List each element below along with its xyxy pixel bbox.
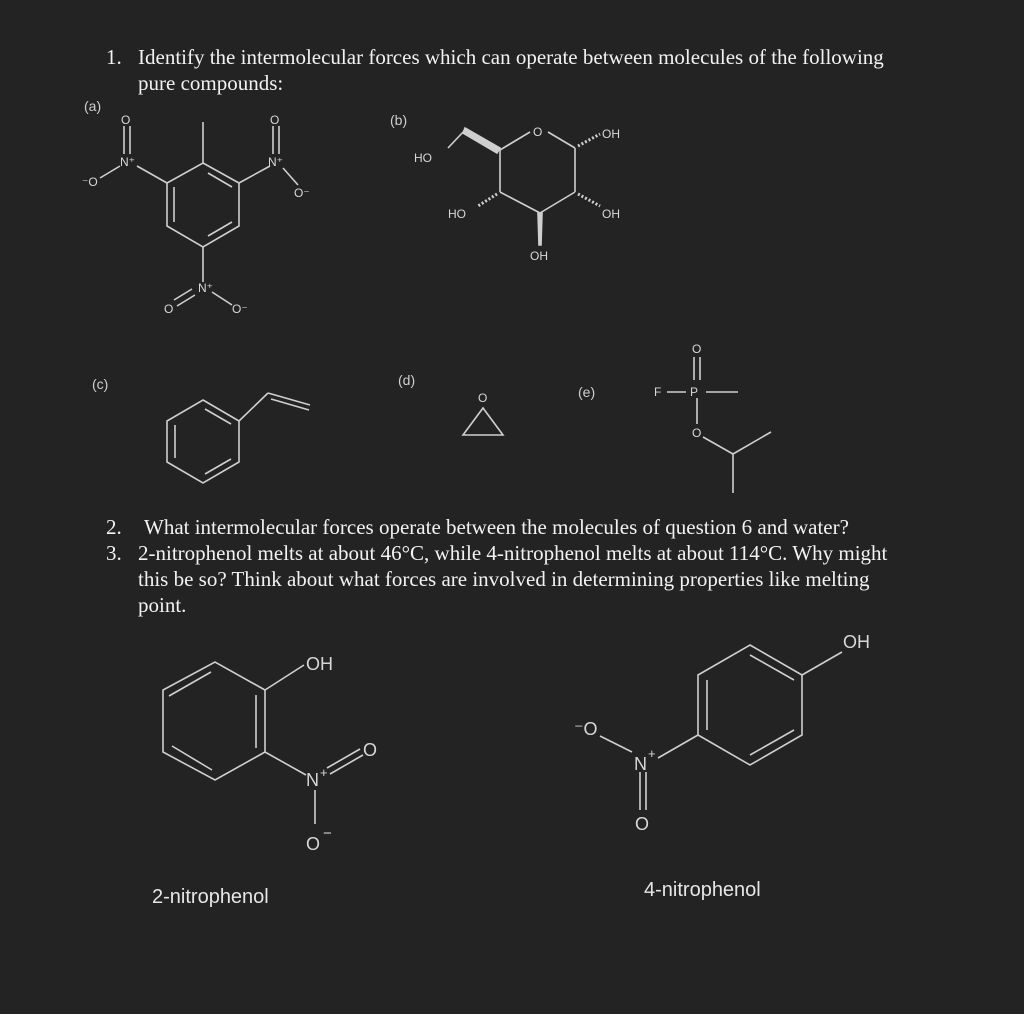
- atom-label: ⁻O: [574, 719, 598, 739]
- part-label-a: (a): [84, 98, 102, 114]
- atom-label: P: [690, 385, 699, 399]
- atom-label: ⁻O: [82, 175, 98, 189]
- question-3-line-3: point.: [138, 593, 187, 617]
- atom-label: O: [164, 302, 174, 316]
- part-label-b: (b): [390, 112, 408, 128]
- question-1-line-2: pure compounds:: [138, 71, 284, 95]
- atom-label: +: [648, 746, 656, 761]
- atom-label: +: [320, 765, 328, 780]
- part-label-c: (c): [92, 376, 109, 392]
- atom-label: OH: [602, 127, 620, 141]
- structure-a-trinitrotoluene: [82, 113, 310, 316]
- structure-b-sugar: [414, 125, 620, 263]
- atom-label: O: [478, 391, 488, 405]
- atom-label: HO: [448, 207, 466, 221]
- question-2: [106, 514, 986, 540]
- question-1-number: 1.: [106, 45, 122, 69]
- part-label-d: (d): [398, 372, 416, 388]
- question-3: [106, 540, 986, 620]
- atom-label: HO: [414, 151, 432, 165]
- atom-label: O: [692, 426, 702, 440]
- structure-4-nitrophenol: [574, 632, 870, 834]
- part-label-e: (e): [578, 384, 596, 400]
- question-2-number: 2.: [106, 515, 122, 539]
- question-3-number: 3.: [106, 541, 122, 565]
- atom-label: −: [323, 825, 332, 842]
- atom-label: OH: [530, 249, 548, 263]
- atom-label: OH: [602, 207, 620, 221]
- atom-label: N: [306, 770, 319, 790]
- atom-label: OH: [306, 654, 333, 674]
- atom-label: O: [363, 740, 378, 760]
- atom-label: O: [121, 113, 131, 127]
- question-3-line-1: 2-nitrophenol melts at about 46°C, while 4-nitrophenol melts at about 114°C. Why might: [138, 541, 888, 565]
- structure-e-phosphonate: [654, 342, 771, 493]
- atom-label: O: [270, 113, 280, 127]
- atom-label: N: [634, 754, 647, 774]
- structure-c-styrene: [167, 393, 310, 483]
- question-3-line-2: this be so? Think about what forces are involved in determining properties like melting: [138, 567, 870, 591]
- atom-label: O: [533, 125, 543, 139]
- atom-label: O: [635, 814, 650, 834]
- atom-label: F: [654, 385, 662, 399]
- question-1-line-1: Identify the intermolecular forces which can operate between molecules of the following: [138, 45, 884, 69]
- atom-label: N⁺: [120, 155, 135, 169]
- atom-label: N⁺: [198, 281, 213, 295]
- atom-label: O⁻: [294, 186, 310, 200]
- structure-2-nitrophenol: [163, 654, 377, 854]
- caption-2-nitrophenol: 2-nitrophenol: [152, 886, 269, 908]
- atom-label: O⁻: [232, 302, 248, 316]
- caption-4-nitrophenol: 4-nitrophenol: [644, 879, 761, 901]
- atom-label: O: [306, 834, 321, 854]
- structure-d-epoxide: [463, 391, 503, 435]
- atom-label: N⁺: [268, 155, 283, 169]
- question-2-line-1: What intermolecular forces operate between the molecules of question 6 and water?: [144, 515, 849, 539]
- atom-label: OH: [843, 632, 870, 652]
- atom-label: O: [692, 342, 702, 356]
